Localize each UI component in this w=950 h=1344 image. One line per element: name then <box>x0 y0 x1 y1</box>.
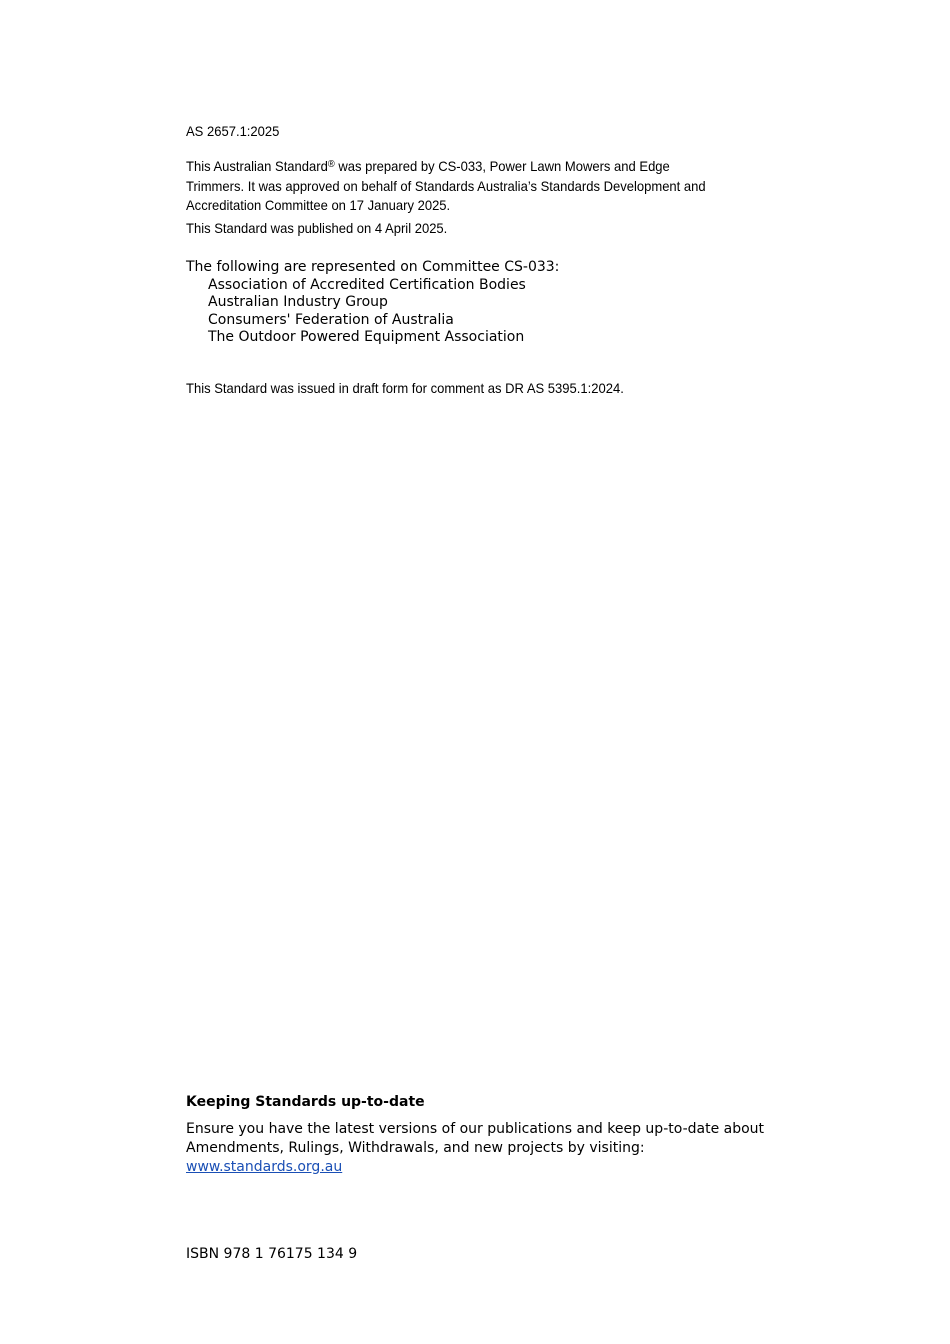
keeping-line-1: Ensure you have the latest versions of our publications and keep up-to-date about <box>186 1121 765 1137</box>
standard-id: AS 2657.1:2025 <box>186 123 280 139</box>
committee-section <box>186 259 559 347</box>
prepared-line-3: Accreditation Committee on 17 January 2025. <box>186 197 451 213</box>
committee-member: Association of Accredited Certification Bodies <box>208 276 526 293</box>
committee-member: Consumers' Federation of Australia <box>208 311 454 328</box>
committee-intro: The following are represented on Committee CS-033: <box>186 259 560 275</box>
prepared-line-2: Trimmers. It was approved on behalf of Standards Australia’s Standards Development and <box>186 177 706 194</box>
prepared-line-1a: This Australian Standard <box>186 158 328 174</box>
published-statement: This Standard was published on 4 April 2025. <box>186 220 448 236</box>
standards-website-link[interactable]: www.standards.org.au <box>186 1159 343 1175</box>
prepared-line-1 <box>186 155 706 177</box>
keeping-up-to-date-heading: Keeping Standards up-to-date <box>186 1094 425 1110</box>
committee-member: The Outdoor Powered Equipment Association <box>208 329 525 345</box>
committee-members-list <box>186 277 559 347</box>
committee-member: Australian Industry Group <box>208 294 388 310</box>
prepared-line-1b: was prepared by CS-033, Power Lawn Mowers and Edge <box>334 158 670 174</box>
prepared-statement <box>186 155 706 216</box>
registered-mark: ® <box>327 159 335 170</box>
keeping-up-to-date-body <box>186 1120 764 1177</box>
keeping-line-2: Amendments, Rulings, Withdrawals, and new projects by visiting: <box>186 1140 645 1156</box>
isbn: ISBN 978 1 76175 134 9 <box>186 1246 358 1262</box>
draft-note: This Standard was issued in draft form for comment as DR AS 5395.1:2024. <box>186 380 624 396</box>
